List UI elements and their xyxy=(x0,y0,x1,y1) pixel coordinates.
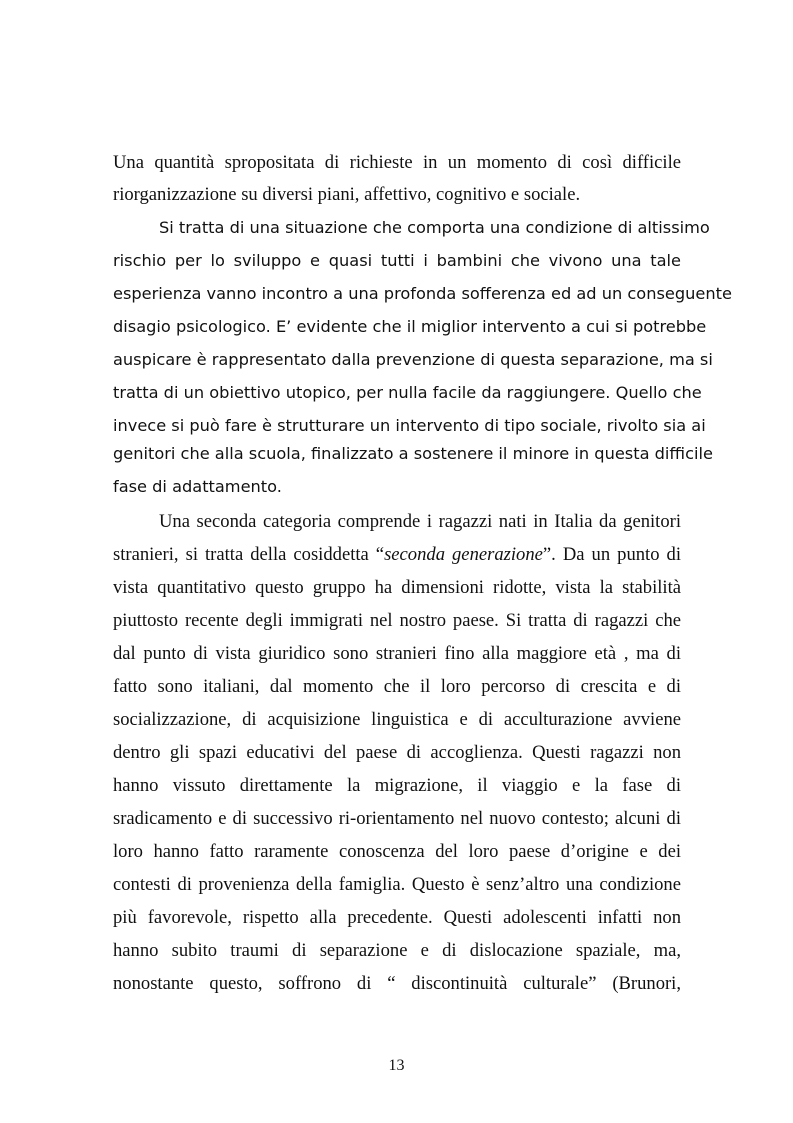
body-line-19: dentro gli spazi educativi del paese di accoglienza. Questi ragazzi non xyxy=(113,742,681,763)
body-line-10: genitori che alla scuola, finalizzato a sostenere il minore in questa difficile xyxy=(113,444,713,463)
body-line-7: auspicare è rappresentato dalla prevenzione di questa separazione, ma si xyxy=(113,350,713,369)
body-line-13 xyxy=(113,545,681,565)
body-line-1: Una quantità spropositata di richieste in un momento di così difficile xyxy=(113,152,681,173)
body-line-25: hanno subito traumi di separazione e di dislocazione spaziale, ma, xyxy=(113,940,681,961)
body-line-18: socializzazione, di acquisizione linguistica e di acculturazione avviene xyxy=(113,709,681,730)
body-line-13-text-b: ”. Da un punto di xyxy=(542,544,681,565)
body-line-9: invece si può fare è strutturare un intervento di tipo sociale, rivolto sia ai xyxy=(113,416,706,435)
body-line-24: più favorevole, rispetto alla precedente. Questi adolescenti infatti non xyxy=(113,907,681,928)
body-line-20: hanno vissuto direttamente la migrazione, il viaggio e la fase di xyxy=(113,775,681,796)
page-number: 13 xyxy=(388,1057,405,1074)
body-line-16: dal punto di vista giuridico sono stranieri fino alla maggiore età , ma di xyxy=(113,643,681,664)
emphasis-seconda-generazione: seconda generazione xyxy=(384,544,543,565)
body-line-8: tratta di un obiettivo utopico, per nulla facile da raggiungere. Quello che xyxy=(113,383,702,402)
body-line-4: rischio per lo sviluppo e quasi tutti i bambini che vivono una tale xyxy=(113,251,681,270)
body-line-13-text-a: stranieri, si tratta della cosiddetta “ xyxy=(113,544,385,565)
body-line-23: contesti di provenienza della famiglia. Questo è senz’altro una condizione xyxy=(113,874,681,895)
body-line-12: Una seconda categoria comprende i ragazzi nati in Italia da genitori xyxy=(159,511,681,532)
body-line-2: riorganizzazione su diversi piani, affettivo, cognitivo e sociale. xyxy=(113,184,581,205)
body-line-17: fatto sono italiani, dal momento che il loro percorso di crescita e di xyxy=(113,676,681,697)
body-line-26: nonostante questo, soffrono di “ discontinuità culturale” (Brunori, xyxy=(113,973,681,994)
body-line-5: esperienza vanno incontro a una profonda sofferenza ed ad un conseguente xyxy=(113,284,732,303)
body-line-21: sradicamento e di successivo ri-orientamento nel nuovo contesto; alcuni di xyxy=(113,808,681,829)
body-line-3: Si tratta di una situazione che comporta una condizione di altissimo xyxy=(159,218,710,237)
body-line-15: piuttosto recente degli immigrati nel nostro paese. Si tratta di ragazzi che xyxy=(113,610,681,631)
body-line-14: vista quantitativo questo gruppo ha dimensioni ridotte, vista la stabilità xyxy=(113,577,681,598)
body-line-22: loro hanno fatto raramente conoscenza del loro paese d’origine e dei xyxy=(113,841,681,862)
body-line-6: disagio psicologico. E’ evidente che il miglior intervento a cui si potrebbe xyxy=(113,317,707,336)
body-line-11: fase di adattamento. xyxy=(113,477,282,496)
